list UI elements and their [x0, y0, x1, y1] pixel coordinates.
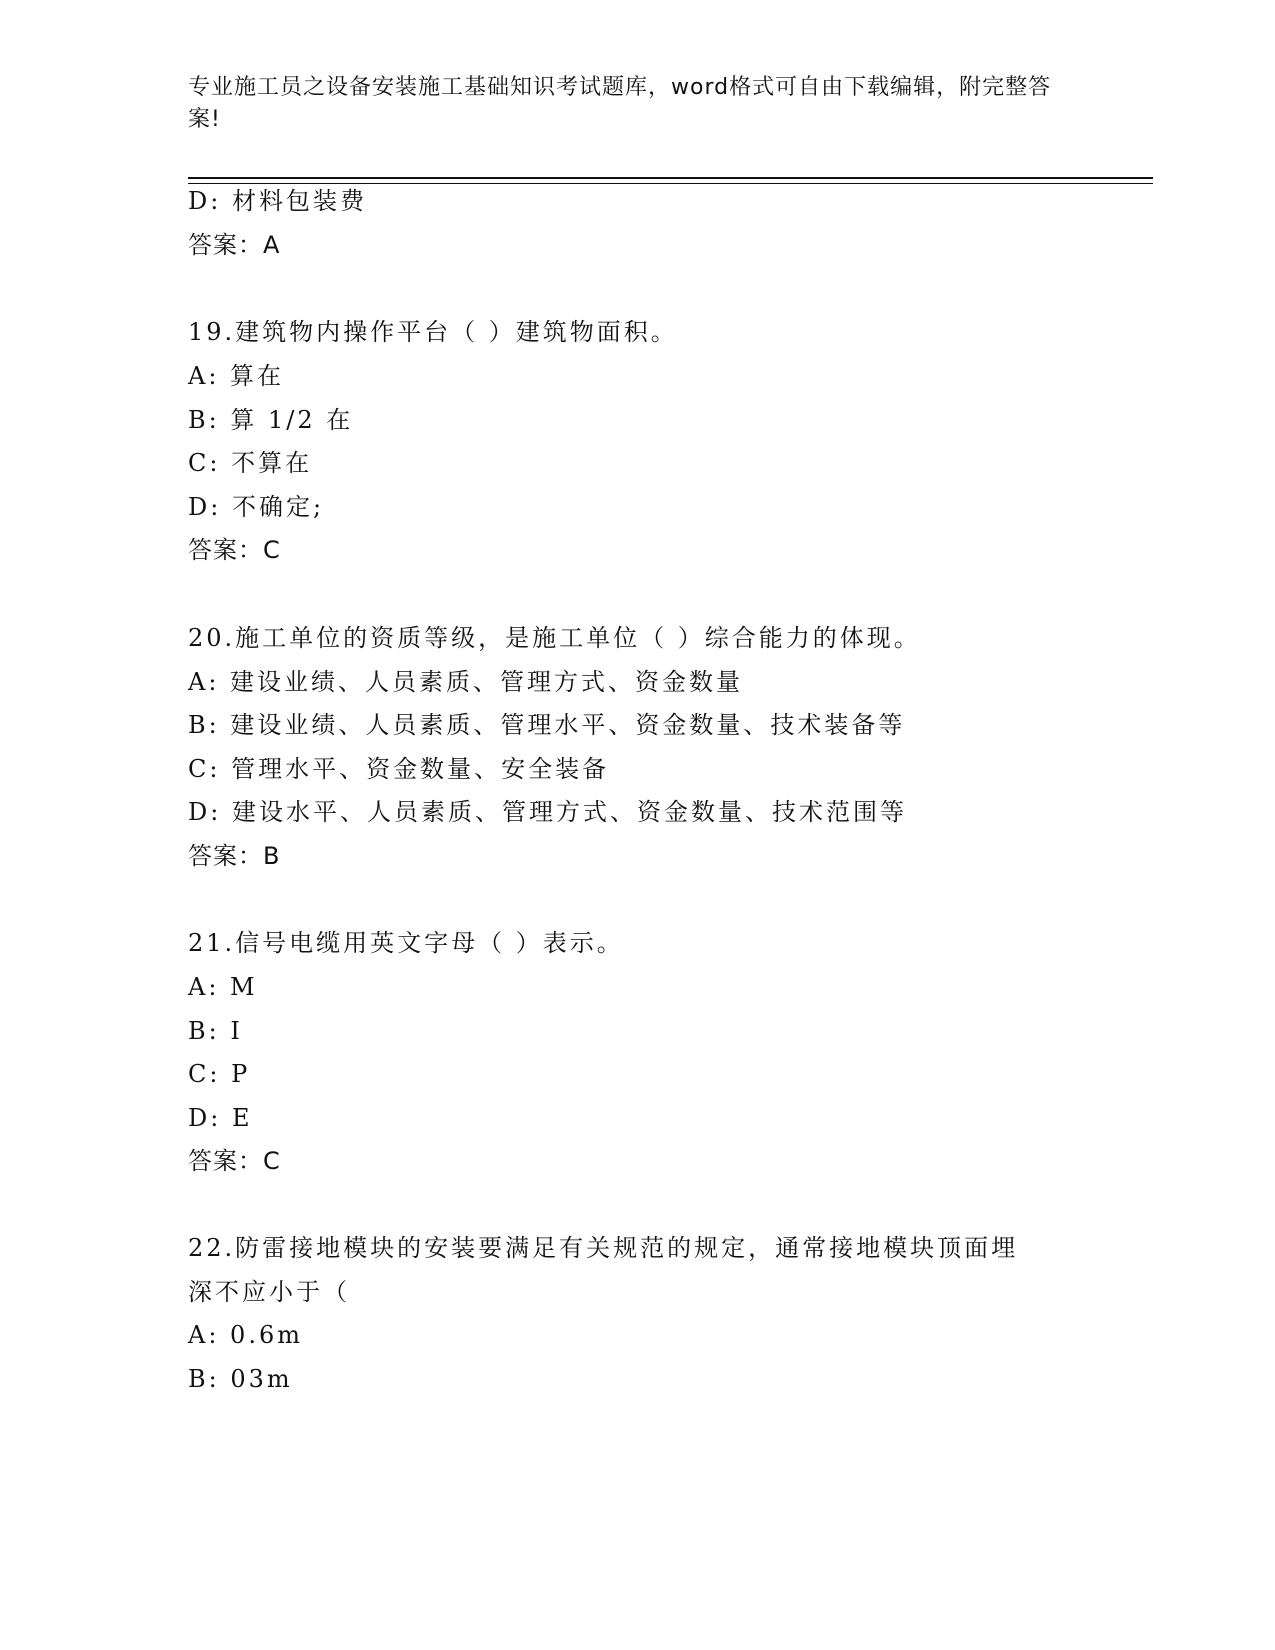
question-21-stem: 21.信号电缆用英文字母（ ）表示。	[188, 929, 624, 957]
question-20-option-a: A: 建设业绩、人员素质、管理方式、资金数量	[188, 668, 744, 696]
question-22-stem-line1: 22.防雷接地模块的安装要满足有关规范的规定，通常接地模块顶面埋	[188, 1234, 1019, 1262]
question-19-stem: 19.建筑物内操作平台（ ）建筑物面积。	[188, 318, 678, 346]
question-20-option-c: C: 管理水平、资金数量、安全装备	[188, 755, 610, 783]
question-20-answer: 答案：B	[188, 842, 281, 870]
question-21-option-c: C: P	[188, 1060, 251, 1088]
question-19-answer: 答案：C	[188, 536, 281, 564]
question-20-option-b: B: 建设业绩、人员素质、管理水平、资金数量、技术装备等	[188, 711, 906, 739]
question-21-option-a: A: M	[188, 973, 258, 1001]
question-19-option-d: D: 不确定;	[188, 493, 325, 521]
option-d: D: 材料包装费	[188, 187, 367, 215]
question-22-option-a: A: 0.6m	[188, 1321, 303, 1349]
question-21-answer: 答案：C	[188, 1147, 281, 1175]
question-20-option-d: D: 建设水平、人员素质、管理方式、资金数量、技术范围等	[188, 798, 907, 826]
answer-label: 答案：A	[188, 231, 281, 259]
question-19-option-b: B: 算 1/2 在	[188, 406, 354, 434]
header-divider-thick	[188, 177, 1153, 179]
question-22-option-b: B: 03m	[188, 1365, 293, 1393]
question-19-option-c: C: 不算在	[188, 449, 313, 477]
question-21-option-d: D: E	[188, 1104, 253, 1132]
question-22-stem-line2: 深不应小于（	[188, 1278, 350, 1306]
question-21-option-b: B: I	[188, 1017, 243, 1045]
document-header: 专业施工员之设备安装施工基础知识考试题库，word格式可自由下载编辑，附完整答案!	[188, 75, 1052, 132]
question-19-option-a: A: 算在	[188, 362, 285, 390]
question-20-stem: 20.施工单位的资质等级，是施工单位（ ）综合能力的体现。	[188, 624, 921, 652]
